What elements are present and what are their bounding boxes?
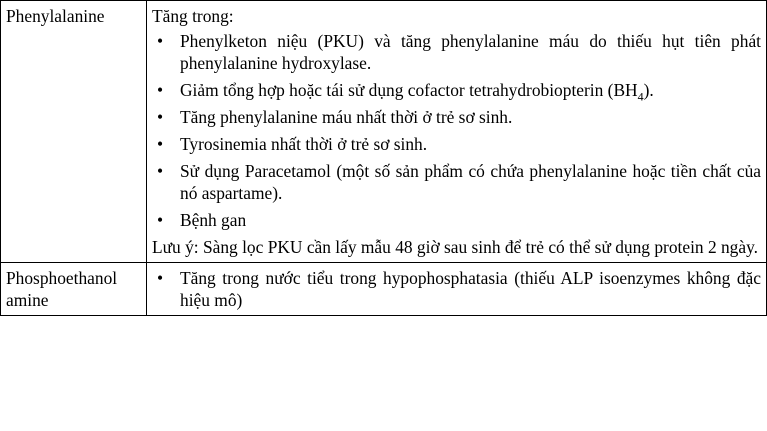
table-row <box>1 1 767 263</box>
list-item-text: Tăng trong nước tiểu trong hypophosphatasia (thiếu ALP isoenzymes không đặc hiệu mô) <box>180 268 761 310</box>
list-item-text: Giảm tổng hợp hoặc tái sử dụng cofactor tetrahydrobiopterin (BH <box>180 80 638 100</box>
subscript: 4 <box>637 89 644 104</box>
bullet-icon: • <box>157 161 164 181</box>
list-item <box>152 79 761 104</box>
list-item <box>152 30 761 74</box>
bullet-icon: • <box>157 107 164 127</box>
list-item-text: Phenylketon niệu (PKU) và tăng phenylalanine máu do thiếu hụt tiên phát phenylalanine hydroxylase. <box>180 31 761 73</box>
list-item <box>152 133 761 155</box>
list-item-text: Sử dụng Paracetamol (một số sản phẩm có chứa phenylalanine hoặc tiền chất của nó aspartame). <box>180 161 761 203</box>
list-item-suffix: ). <box>643 80 654 100</box>
note-text: Lưu ý: Sàng lọc PKU cần lấy mẫu 48 giờ sau sinh để trẻ có thể sử dụng protein 2 ngày. <box>152 237 759 257</box>
bullet-icon: • <box>157 31 164 51</box>
list-item <box>152 209 761 231</box>
bullet-icon: • <box>157 210 164 230</box>
term-cell <box>1 263 147 316</box>
bullet-icon: • <box>157 80 164 100</box>
description-cell <box>147 1 767 263</box>
table-row <box>1 263 767 316</box>
list-item-text: Tyrosinemia nhất thời ở trẻ sơ sinh. <box>180 134 428 154</box>
list-item-text: Bệnh gan <box>180 210 247 230</box>
list-item-text: Tăng phenylalanine máu nhất thời ở trẻ sơ sinh. <box>180 107 513 127</box>
item-list <box>152 267 761 311</box>
item-list <box>152 30 761 231</box>
list-item <box>152 267 761 311</box>
term-label: Phosphoethanol amine <box>6 268 118 310</box>
bullet-icon: • <box>157 134 164 154</box>
bullet-icon: • <box>157 268 164 288</box>
list-item <box>152 106 761 128</box>
term-cell <box>1 1 147 263</box>
description-cell <box>147 263 767 316</box>
intro-text: Tăng trong: <box>152 6 234 26</box>
term-label: Phenylalanine <box>6 6 105 26</box>
list-item <box>152 160 761 204</box>
